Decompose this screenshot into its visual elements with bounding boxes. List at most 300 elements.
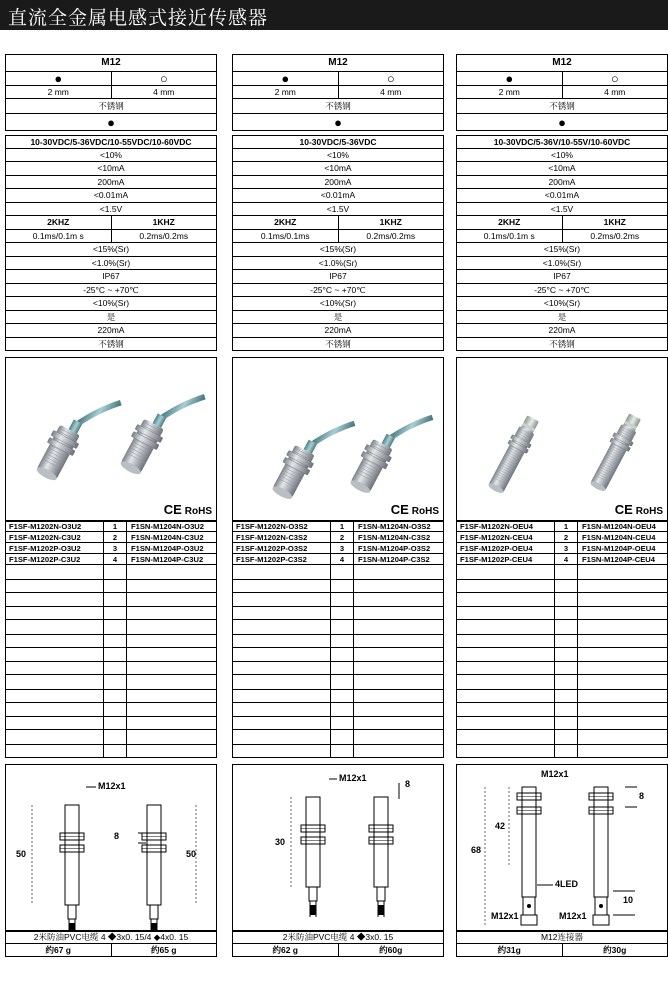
gap-label: 8 xyxy=(405,778,411,789)
part-right xyxy=(354,662,443,674)
part-left: F1SF-M1202N-C3S2 xyxy=(233,532,331,542)
model-label: M12 xyxy=(328,57,348,68)
part-right xyxy=(354,717,443,729)
part-right xyxy=(127,675,216,689)
spec-row xyxy=(456,114,668,131)
no-load-current: <10mA xyxy=(97,163,125,173)
weight-unshielded: 约30g xyxy=(562,944,668,956)
spec-row xyxy=(456,297,668,311)
part-left xyxy=(233,730,331,744)
part-left xyxy=(233,565,331,579)
part-left xyxy=(233,717,331,729)
part-index xyxy=(331,730,354,744)
model-label: M12 xyxy=(552,57,572,68)
response-unshielded: 0.2ms/0.2ms xyxy=(111,230,217,243)
part-left xyxy=(233,675,331,689)
shielded-symbol: ● xyxy=(505,72,514,86)
part-left: F1SF-M1202P-C3S2 xyxy=(233,554,331,564)
part-left xyxy=(457,690,555,702)
spec-row xyxy=(232,99,444,114)
spec-row xyxy=(5,243,217,257)
part-index xyxy=(555,607,578,619)
weight-unshielded: 约60g xyxy=(338,944,444,956)
model-label: M12 xyxy=(101,57,121,68)
spec-row xyxy=(232,270,444,284)
protection-rating: IP67 xyxy=(329,271,347,281)
part-left: F1SF-M1202P-O3U2 xyxy=(6,543,104,553)
weight-row xyxy=(5,944,217,957)
unshielded-symbol: ○ xyxy=(338,72,444,85)
ripple: <10% xyxy=(327,149,349,160)
thread-label: M12x1 xyxy=(339,772,367,783)
table-row xyxy=(5,662,217,675)
led-label: 4LED xyxy=(555,878,579,889)
part-index xyxy=(104,580,127,592)
frequency-shielded: 2KHZ xyxy=(498,217,521,227)
title-bar xyxy=(0,0,668,30)
part-right xyxy=(354,635,443,647)
spec-row xyxy=(5,338,217,352)
part-index: 3 xyxy=(331,543,354,553)
gap-label: 8 xyxy=(639,790,645,801)
spec-row xyxy=(5,257,217,271)
frequency-unshielded: 1KHZ xyxy=(111,216,217,229)
spec-row xyxy=(232,257,444,271)
distance-shielded: 2 mm xyxy=(498,86,520,97)
part-left: F1SF-M1202P-O3S2 xyxy=(233,543,331,553)
spec-row xyxy=(5,324,217,338)
part-index xyxy=(104,703,127,717)
table-row xyxy=(232,565,444,580)
part-left xyxy=(457,703,555,717)
dimension-drawing xyxy=(456,764,668,931)
part-left xyxy=(233,593,331,607)
material-top: 不锈钢 xyxy=(98,100,124,111)
spec-row xyxy=(232,72,444,86)
sensor-image xyxy=(233,358,445,522)
no-load-current: <10mA xyxy=(324,163,352,173)
part-left xyxy=(6,565,104,579)
part-right xyxy=(127,745,216,757)
spec-row xyxy=(232,297,444,311)
part-right: F1SN-M1204N-O3S2 xyxy=(358,522,431,531)
table-row xyxy=(232,690,444,703)
frequency-unshielded: 1KHZ xyxy=(562,216,668,229)
sensor-image xyxy=(6,358,218,522)
part-index: 1 xyxy=(555,522,578,531)
response-shielded: 0.1ms/0.1m s xyxy=(32,230,84,241)
part-left xyxy=(233,745,331,757)
part-right xyxy=(354,565,443,579)
part-right: F1SN-M1204N-OEU4 xyxy=(582,522,656,531)
part-left xyxy=(6,635,104,647)
unshielded-symbol: ○ xyxy=(111,72,217,85)
part-index xyxy=(331,565,354,579)
page-title: 直流全金属电感式接近传感器 xyxy=(8,7,269,29)
part-right: F1SN-M1204P-O3U2 xyxy=(131,543,204,553)
table-row xyxy=(232,745,444,758)
part-index xyxy=(555,580,578,592)
part-number-table xyxy=(232,521,444,758)
part-left xyxy=(233,648,331,662)
table-row xyxy=(456,635,668,648)
part-index xyxy=(104,607,127,619)
temperature-drift: <10%(Sr) xyxy=(92,298,130,308)
part-index xyxy=(555,565,578,579)
short-circuit-protection: 是 xyxy=(557,311,567,322)
part-index xyxy=(555,690,578,702)
part-index xyxy=(331,703,354,717)
spec-row xyxy=(232,311,444,325)
frequency-shielded: 2KHZ xyxy=(274,217,297,227)
thread-label: M12x1 xyxy=(98,780,126,791)
table-row xyxy=(456,648,668,663)
part-left: F1SF-M1202P-C3U2 xyxy=(6,554,104,564)
part-right xyxy=(354,593,443,607)
part-right xyxy=(127,662,216,674)
spec-row xyxy=(456,203,668,217)
spec-row xyxy=(5,189,217,203)
frequency-shielded: 2KHZ xyxy=(47,217,70,227)
part-index xyxy=(331,745,354,757)
supply-voltage: 10-30VDC/5-36VDC/10-55VDC/10-60VDC xyxy=(30,136,192,147)
ripple: <10% xyxy=(551,149,573,160)
part-left: F1SF-M1202N-O3U2 xyxy=(6,522,104,531)
table-row xyxy=(232,675,444,690)
part-right xyxy=(354,648,443,662)
part-left xyxy=(6,593,104,607)
part-left xyxy=(6,662,104,674)
length-left-label: 50 xyxy=(16,848,27,859)
thread-label: M12x1 xyxy=(541,768,569,779)
part-left: F1SF-M1202P-CEU4 xyxy=(457,554,555,564)
weight-row xyxy=(456,944,668,957)
spec-row xyxy=(456,149,668,163)
temperature-range: -25°C ~ +70℃ xyxy=(310,284,366,295)
part-index: 4 xyxy=(331,554,354,564)
part-left xyxy=(457,620,555,634)
spec-row xyxy=(232,203,444,217)
ce-rohs-badge xyxy=(391,502,439,517)
part-right xyxy=(578,717,667,729)
response-shielded: 0.1ms/0.1m s xyxy=(483,230,535,241)
spec-row xyxy=(456,162,668,176)
part-left xyxy=(233,580,331,592)
part-index xyxy=(555,745,578,757)
part-left: F1SF-M1202N-C3U2 xyxy=(6,532,104,542)
load-current: 200mA xyxy=(548,176,576,187)
table-row xyxy=(456,662,668,675)
part-right xyxy=(127,690,216,702)
table-row xyxy=(456,554,668,565)
table-row xyxy=(5,532,217,543)
spec-row xyxy=(232,149,444,163)
table-row xyxy=(232,620,444,635)
product-photo xyxy=(5,357,217,521)
thread-bottom-label-2: M12x1 xyxy=(559,910,587,921)
spec-row xyxy=(5,230,217,244)
housing-material: 不锈钢 xyxy=(98,338,124,349)
part-right xyxy=(578,593,667,607)
table-row xyxy=(456,690,668,703)
leakage-current: <0.01mA xyxy=(320,190,356,200)
spec-row xyxy=(456,54,668,72)
spec-row xyxy=(456,324,668,338)
temperature-drift: <10%(Sr) xyxy=(319,298,357,308)
spec-row xyxy=(456,338,668,352)
table-row xyxy=(5,554,217,565)
spec-row xyxy=(5,311,217,325)
part-right xyxy=(127,607,216,619)
spec-row xyxy=(232,176,444,190)
spec-row xyxy=(456,311,668,325)
table-row xyxy=(232,662,444,675)
part-left xyxy=(6,607,104,619)
part-number-table xyxy=(5,521,217,758)
part-right xyxy=(578,662,667,674)
product-column xyxy=(456,54,668,957)
part-left xyxy=(6,620,104,634)
cable-row xyxy=(5,931,217,944)
temperature-drift: <10%(Sr) xyxy=(543,298,581,308)
part-right xyxy=(578,607,667,619)
part-index xyxy=(104,593,127,607)
spec-row xyxy=(456,243,668,257)
distance-shielded: 2 mm xyxy=(274,86,296,97)
table-row xyxy=(232,703,444,718)
part-index xyxy=(104,565,127,579)
repeatability: <1.0%(Sr) xyxy=(91,257,131,268)
distance-unshielded: 4 mm xyxy=(562,86,668,98)
spec-row xyxy=(5,216,217,230)
short-circuit-current: 220mA xyxy=(324,325,352,335)
dimension-drawing xyxy=(232,764,444,931)
part-left xyxy=(233,635,331,647)
spec-row xyxy=(456,189,668,203)
dimension-svg xyxy=(233,765,445,932)
frequency-unshielded: 1KHZ xyxy=(338,216,444,229)
voltage-drop: <1.5V xyxy=(550,203,574,214)
table-row xyxy=(456,607,668,620)
part-right: F1SN-M1204P-CEU4 xyxy=(582,554,656,564)
part-index xyxy=(104,620,127,634)
spec-row xyxy=(232,86,444,99)
distance-shielded: 2 mm xyxy=(47,86,69,97)
part-left: F1SF-M1202N-OEU4 xyxy=(457,522,555,531)
spec-row xyxy=(232,162,444,176)
short-circuit-protection: 是 xyxy=(333,311,343,322)
table-row xyxy=(456,717,668,730)
part-right: F1SN-M1204P-O3S2 xyxy=(358,543,431,553)
table-row xyxy=(232,593,444,608)
no-load-current: <10mA xyxy=(548,163,576,173)
response-shielded: 0.1ms/0.1ms xyxy=(260,230,310,241)
part-index xyxy=(555,620,578,634)
body-length-label: 42 xyxy=(495,820,506,831)
shielded-symbol: ● xyxy=(281,72,290,86)
table-row xyxy=(456,543,668,554)
part-right xyxy=(127,717,216,729)
part-left xyxy=(457,717,555,729)
table-row xyxy=(456,532,668,543)
response-unshielded: 0.2ms/0.2ms xyxy=(562,230,668,243)
hysteresis: <15%(Sr) xyxy=(319,244,357,254)
rohs-label: RoHS xyxy=(635,506,663,517)
part-left: F1SF-M1202N-CEU4 xyxy=(457,532,555,542)
hysteresis: <15%(Sr) xyxy=(92,244,130,254)
part-index xyxy=(104,730,127,744)
spec-row xyxy=(232,216,444,230)
product-column xyxy=(5,54,217,957)
thread-bottom-label: M12x1 xyxy=(491,910,519,921)
cable-spec: M12连接器 xyxy=(540,932,584,942)
table-row xyxy=(5,745,217,758)
part-index xyxy=(555,703,578,717)
part-right xyxy=(127,620,216,634)
load-current: 200mA xyxy=(97,176,125,187)
spec-row xyxy=(232,243,444,257)
part-right xyxy=(127,635,216,647)
part-index xyxy=(555,593,578,607)
spec-row xyxy=(456,72,668,86)
part-left xyxy=(6,648,104,662)
part-right: F1SN-M1204N-C3U2 xyxy=(131,532,204,542)
part-index xyxy=(104,690,127,702)
part-index xyxy=(104,745,127,757)
hysteresis: <15%(Sr) xyxy=(543,244,581,254)
protection-rating: IP67 xyxy=(553,271,571,281)
product-column xyxy=(232,54,444,957)
table-row xyxy=(232,717,444,730)
spec-row xyxy=(5,135,217,149)
sensor-image xyxy=(457,358,668,522)
part-index xyxy=(555,662,578,674)
part-index xyxy=(104,648,127,662)
table-row xyxy=(232,554,444,565)
part-left xyxy=(233,620,331,634)
short-circuit-current: 220mA xyxy=(548,325,576,335)
part-right: F1SN-M1204N-C3S2 xyxy=(358,532,431,542)
voltage-drop: <1.5V xyxy=(326,203,350,214)
part-right: F1SN-M1204P-C3U2 xyxy=(131,554,204,564)
part-right xyxy=(127,648,216,662)
part-right: F1SN-M1204N-CEU4 xyxy=(582,532,656,542)
shielded-symbol: ● xyxy=(54,72,63,86)
spec-row xyxy=(456,99,668,114)
part-right xyxy=(354,703,443,717)
part-right xyxy=(127,565,216,579)
table-row xyxy=(456,703,668,718)
table-row xyxy=(5,648,217,663)
table-row xyxy=(456,593,668,608)
part-index xyxy=(331,648,354,662)
part-right xyxy=(578,730,667,744)
table-row xyxy=(5,607,217,620)
table-row xyxy=(5,565,217,580)
part-right xyxy=(127,703,216,717)
spec-row xyxy=(5,284,217,298)
cable-spec: 2米防油PVC电缆 4 ◆3x0. 15/4 ◆4x0. 15 xyxy=(33,932,189,942)
protection-rating: IP67 xyxy=(102,271,120,281)
voltage-drop: <1.5V xyxy=(99,203,123,214)
dot-symbol: ● xyxy=(334,114,342,130)
part-index: 3 xyxy=(104,543,127,553)
part-index xyxy=(331,593,354,607)
part-right xyxy=(354,607,443,619)
product-photo xyxy=(456,357,668,521)
table-row xyxy=(456,565,668,580)
part-index: 1 xyxy=(331,522,354,531)
ce-rohs-badge xyxy=(164,502,212,517)
product-photo xyxy=(232,357,444,521)
table-row xyxy=(5,593,217,608)
spec-row xyxy=(5,86,217,99)
short-circuit-protection: 是 xyxy=(106,311,116,322)
part-right xyxy=(578,635,667,647)
table-row xyxy=(232,580,444,593)
part-index xyxy=(104,717,127,729)
dot-symbol: ● xyxy=(558,114,566,130)
table-row xyxy=(5,521,217,532)
table-row xyxy=(456,521,668,532)
spec-row xyxy=(5,72,217,86)
part-right xyxy=(127,730,216,744)
part-index xyxy=(104,662,127,674)
weight-shielded: 约31g xyxy=(497,944,521,955)
ripple: <10% xyxy=(100,149,122,160)
part-index xyxy=(331,690,354,702)
part-index: 1 xyxy=(104,522,127,531)
part-index xyxy=(331,675,354,689)
short-circuit-current: 220mA xyxy=(97,325,125,335)
part-index: 2 xyxy=(331,532,354,542)
spec-row xyxy=(5,162,217,176)
total-length-label: 68 xyxy=(471,844,482,855)
unshielded-symbol: ○ xyxy=(562,72,668,85)
part-left xyxy=(6,690,104,702)
rohs-label: RoHS xyxy=(184,506,212,517)
spec-row xyxy=(5,270,217,284)
part-right xyxy=(354,675,443,689)
table-row xyxy=(5,580,217,593)
dimension-drawing xyxy=(5,764,217,931)
spec-row xyxy=(232,324,444,338)
supply-voltage: 10-30VDC/5-36VDC xyxy=(299,136,377,147)
temperature-range: -25°C ~ +70℃ xyxy=(534,284,590,295)
footer-table xyxy=(5,931,217,957)
table-row xyxy=(5,703,217,718)
part-right xyxy=(578,620,667,634)
part-index xyxy=(104,675,127,689)
part-left xyxy=(6,745,104,757)
part-index xyxy=(331,717,354,729)
ce-mark: CE xyxy=(614,502,633,517)
spec-row xyxy=(232,230,444,244)
part-right xyxy=(127,593,216,607)
spec-row xyxy=(456,230,668,244)
part-left xyxy=(457,675,555,689)
spec-row xyxy=(5,149,217,163)
part-left xyxy=(233,703,331,717)
spec-row xyxy=(232,338,444,352)
weight-row xyxy=(232,944,444,957)
part-left xyxy=(457,635,555,647)
table-row xyxy=(456,675,668,690)
part-left xyxy=(457,580,555,592)
part-left xyxy=(457,607,555,619)
temperature-range: -25°C ~ +70℃ xyxy=(83,284,139,295)
footer-table xyxy=(456,931,668,957)
